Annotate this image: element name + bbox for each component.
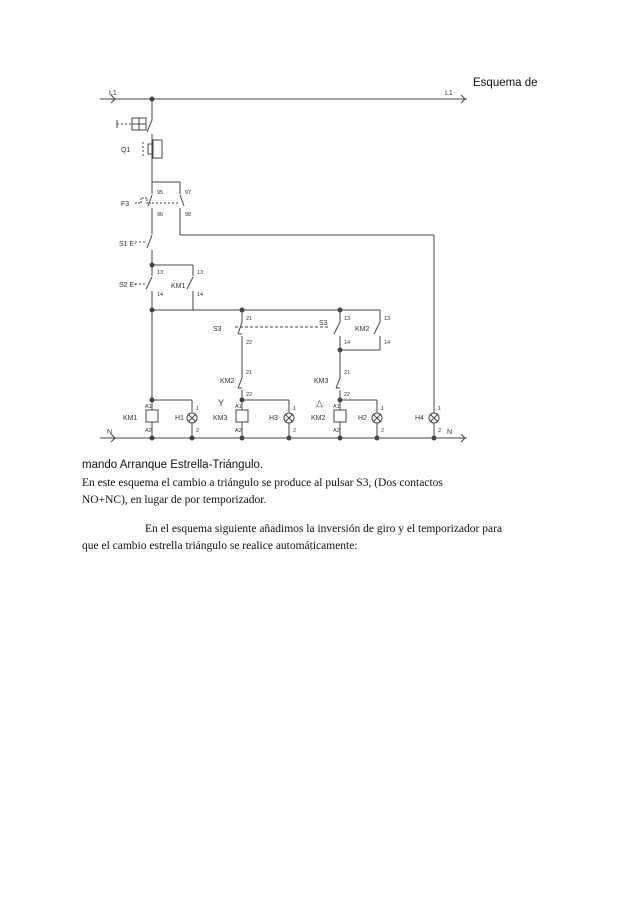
svg-text:2: 2 xyxy=(196,428,200,434)
label-coil-km2: KM2 xyxy=(311,415,326,422)
label-coil-km3: KM3 xyxy=(213,415,228,422)
coil-km2-symbol xyxy=(334,410,346,422)
star-symbol: Y xyxy=(218,398,225,408)
svg-text:A1: A1 xyxy=(333,404,340,410)
label-f3: F3 xyxy=(121,201,130,208)
svg-text:98: 98 xyxy=(185,212,192,218)
label-km2-nc: KM2 xyxy=(220,378,235,385)
caption-bottom: mando Arranque Estrella-Triángulo. xyxy=(82,459,264,471)
label-km2-aux: KM2 xyxy=(355,326,370,333)
svg-text:1: 1 xyxy=(381,406,385,412)
svg-text:13: 13 xyxy=(384,316,391,322)
svg-text:22: 22 xyxy=(344,392,351,398)
svg-text:1: 1 xyxy=(438,406,442,412)
label-s3-right: S3 xyxy=(319,320,328,327)
label-lamp-h2: H2 xyxy=(358,415,367,422)
paragraph-2 xyxy=(82,521,502,555)
svg-text:13: 13 xyxy=(157,270,164,276)
svg-text:2: 2 xyxy=(381,428,385,434)
svg-text:95: 95 xyxy=(157,190,164,196)
svg-text:14: 14 xyxy=(197,292,204,298)
svg-text:A1: A1 xyxy=(145,404,152,410)
svg-text:21: 21 xyxy=(344,370,351,376)
label-coil-km1: KM1 xyxy=(123,415,138,422)
label-l1-right: L1 xyxy=(445,90,453,97)
label-lamp-h3: H3 xyxy=(269,415,278,422)
svg-text:13: 13 xyxy=(344,316,351,322)
svg-text:96: 96 xyxy=(157,212,164,218)
paragraph-1-line-1: En este esquema el cambio a triángulo se produce al pulsar S3, (Dos contactos xyxy=(82,477,443,489)
svg-text:22: 22 xyxy=(246,392,253,398)
svg-text:A2: A2 xyxy=(333,428,340,434)
paragraph-1 xyxy=(82,475,443,509)
svg-text:A2: A2 xyxy=(145,428,152,434)
caption-top: Esquema de xyxy=(473,77,538,89)
svg-text:21: 21 xyxy=(246,370,253,376)
label-km3-nc: KM3 xyxy=(314,378,329,385)
svg-text:1: 1 xyxy=(196,406,200,412)
svg-text:14: 14 xyxy=(344,340,351,346)
svg-text:14: 14 xyxy=(157,292,164,298)
paragraph-1-line-2: NO+NC), en lugar de por temporizador. xyxy=(82,494,267,506)
delta-symbol: △ xyxy=(316,398,323,408)
svg-text:1: 1 xyxy=(293,406,297,412)
label-km1-aux: KM1 xyxy=(171,283,186,290)
paragraph-2-line-2: que el cambio estrella triángulo se realice automáticamente: xyxy=(82,540,358,552)
coil-km1-symbol xyxy=(146,410,158,422)
label-s1: S1 E- xyxy=(119,241,137,248)
label-s3-left: S3 xyxy=(213,326,222,333)
label-q1: Q1 xyxy=(121,147,131,154)
svg-text:14: 14 xyxy=(384,340,391,346)
svg-text:13: 13 xyxy=(197,270,204,276)
svg-text:2: 2 xyxy=(438,428,442,434)
svg-text:22: 22 xyxy=(246,340,253,346)
paragraph-2-line-1: En el esquema siguiente añadimos la inversión de giro y el temporizador para xyxy=(145,523,503,535)
coil-km3-symbol xyxy=(236,410,248,422)
svg-text:A1: A1 xyxy=(235,404,242,410)
svg-text:97: 97 xyxy=(185,190,192,196)
svg-text:A2: A2 xyxy=(235,428,242,434)
label-lamp-h4: H4 xyxy=(415,415,424,422)
label-n-right: N xyxy=(447,429,453,436)
label-s2: S2 E- xyxy=(119,282,137,289)
label-n-left: N xyxy=(107,429,113,436)
label-l1-left: L1 xyxy=(109,90,117,97)
star-delta-control-diagram xyxy=(85,82,485,452)
label-lamp-h1: H1 xyxy=(175,415,184,422)
svg-text:21: 21 xyxy=(246,316,253,322)
svg-text:2: 2 xyxy=(293,428,297,434)
